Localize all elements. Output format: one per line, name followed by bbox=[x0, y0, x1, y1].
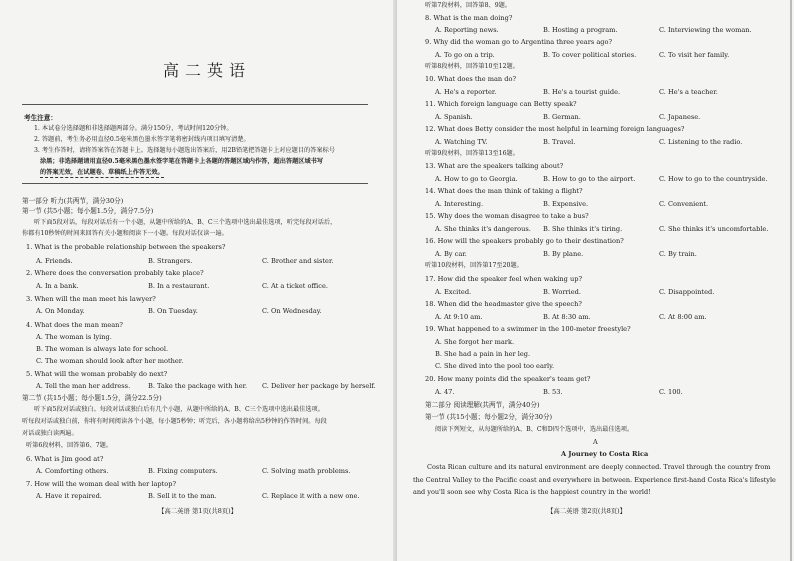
option-c: C. To visit her family. bbox=[659, 51, 730, 59]
option-b: B. At 8:30 am. bbox=[543, 313, 591, 321]
option-a: A. In a bank. bbox=[36, 282, 79, 290]
option-a: A. Reporting news. bbox=[435, 26, 499, 34]
option-a: A. To go on a trip. bbox=[435, 51, 495, 59]
option-b: B. Worried. bbox=[543, 288, 581, 296]
page-edge bbox=[790, 0, 792, 561]
option-b: B. In a restaurant. bbox=[148, 282, 210, 290]
option-c: C. On Wednesday. bbox=[262, 307, 322, 315]
option-b: B. The woman is always late for school. bbox=[36, 345, 169, 353]
question-stem: 13. What are the speakers talking about? bbox=[425, 162, 564, 170]
option-b: B. Expensive. bbox=[543, 200, 589, 208]
divider bbox=[22, 183, 368, 184]
option-c: C. Replace it with a new one. bbox=[262, 492, 360, 500]
option-c: C. How to go to the countryside. bbox=[659, 175, 768, 183]
divider bbox=[22, 104, 368, 105]
option-c: C. Brother and sister. bbox=[262, 257, 334, 265]
option-a: A. Excited. bbox=[435, 288, 472, 296]
page-footer: 【高二英语 第2页(共8页)】 bbox=[547, 507, 627, 515]
notice-heading: 考生注意： bbox=[24, 114, 57, 122]
question-stem: 18. When did the headmaster give the speech? bbox=[425, 300, 582, 308]
option-b: B. Sell it to the man. bbox=[148, 492, 217, 500]
option-c: C. At a ticket office. bbox=[262, 282, 328, 290]
option-b: B. Hosting a program. bbox=[543, 26, 618, 34]
question-stem: 3. When will the man meet his lawyer? bbox=[26, 295, 156, 303]
option-c: C. 100. bbox=[659, 388, 683, 396]
option-b: B. On Tuesday. bbox=[148, 307, 198, 315]
option-b: B. She had a pain in her leg. bbox=[435, 350, 531, 358]
question-stem: 4. What does the man mean? bbox=[26, 321, 123, 329]
section-heading: 第二节 (共15小题；每小题1.5分，满分22.5分) bbox=[22, 394, 162, 402]
question-stem: 16. How will the speakers probably go to their destination? bbox=[425, 237, 624, 245]
passage-title: A Journey to Costa Rica bbox=[561, 450, 649, 458]
option-a: A. Comforting others. bbox=[36, 467, 109, 475]
instructions: 对话或独白读两遍。 bbox=[22, 430, 78, 437]
option-a: A. Watching TV. bbox=[435, 138, 488, 146]
option-a: A. How to go to Georgia. bbox=[435, 175, 518, 183]
question-stem: 8. What is the man doing? bbox=[425, 14, 513, 22]
option-b: B. To cover political stories. bbox=[543, 51, 637, 59]
passage-letter: A bbox=[593, 438, 598, 446]
option-c: C. She thinks it's uncomfortable. bbox=[659, 225, 769, 233]
option-a: A. She forgot her mark. bbox=[435, 338, 515, 346]
option-b: B. By plane. bbox=[543, 250, 584, 258]
instructions: 你都有10秒钟的时间来回答有关小题和阅读下一小题。每段对话仅读一遍。 bbox=[22, 230, 228, 237]
option-b: B. Fixing computers. bbox=[148, 467, 218, 475]
question-stem: 2. Where does the conversation probably take place? bbox=[26, 269, 204, 277]
question-stem: 20. How many points did the speaker's team get? bbox=[425, 375, 591, 383]
instructions: 阅读下列短文，从每题所给的A、B、C和D四个选项中，选出最佳选项。 bbox=[435, 426, 634, 433]
material-label: 听第8段材料，回答第10至12题。 bbox=[425, 63, 519, 70]
question-stem: 15. Why does the woman disagree to take a bus? bbox=[425, 212, 589, 220]
section-heading: 第一节 (共15小题；每小题2分，满分30分) bbox=[425, 413, 553, 421]
option-b: B. 53. bbox=[543, 388, 563, 396]
question-stem: 7. How will the woman deal with her laptop? bbox=[26, 480, 176, 488]
option-c: C. By train. bbox=[659, 250, 697, 258]
option-b: B. Strangers. bbox=[148, 257, 193, 265]
option-a: A. On Monday. bbox=[36, 307, 85, 315]
option-c: C. Disappointed. bbox=[659, 288, 715, 296]
option-c: C. Interviewing the woman. bbox=[659, 26, 752, 34]
instructions: 听下面5段对话，每段对话后有一个小题，从题中所给的A、B、C三个选项中选出最佳选项，听完每段对话后， bbox=[34, 219, 337, 226]
question-stem: 6. What is Jim good at? bbox=[26, 455, 104, 463]
question-stem: 5. What will the woman probably do next? bbox=[26, 370, 168, 378]
option-b: B. Take the package with her. bbox=[148, 382, 248, 390]
option-c: C. Deliver her package by herself. bbox=[262, 382, 376, 390]
section-heading: 第一节 (共5小题；每小题1.5分，满分7.5分) bbox=[22, 207, 154, 215]
option-a: A. At 9:10 am. bbox=[435, 313, 483, 321]
option-b: B. German. bbox=[543, 113, 581, 121]
option-a: A. Interesting. bbox=[435, 200, 484, 208]
option-b: B. He's a tourist guide. bbox=[543, 88, 621, 96]
option-c: C. Solving math problems. bbox=[262, 467, 351, 475]
exam-title: 高二英语 bbox=[163, 61, 252, 80]
question-stem: 17. How did the speaker feel when waking up? bbox=[425, 275, 582, 283]
page-footer: 【高二英语 第1页(共8页)】 bbox=[158, 507, 238, 515]
instructions: 听每段对话或独白前，你将有时间阅读各个小题，每小题5秒钟；听完后，各小题将给出5秒钟的作答时间。每段 bbox=[22, 418, 327, 425]
option-b: B. Travel. bbox=[543, 138, 576, 146]
material-label: 听第10段材料，回答第17至20题。 bbox=[425, 262, 523, 269]
option-c: C. The woman should look after her mother. bbox=[36, 357, 184, 365]
material-label: 听第9段材料，回答第13至16题。 bbox=[425, 150, 519, 157]
question-stem: 1. What is the probable relationship between the speakers? bbox=[26, 243, 226, 251]
option-a: A. The woman is lying. bbox=[36, 333, 112, 341]
option-a: A. Spanish. bbox=[435, 113, 473, 121]
option-c: C. Convenient. bbox=[659, 200, 709, 208]
passage-text: Costa Rican culture and its natural environment are deeply connected. Travel through the country from the Central Valley to the Pacific coast and everywhere in between. Experience first-hand Costa Rica's lifestyle and you'll soon see why Costa Rica is the happiest country in the world! bbox=[413, 463, 776, 496]
question-stem: 9. Why did the woman go to Argentina three years ago? bbox=[425, 38, 613, 46]
option-a: A. By car. bbox=[435, 250, 467, 258]
question-stem: 12. What does Betty consider the most helpful in learning foreign languages? bbox=[425, 125, 685, 133]
notice-line: 3. 考生作答时，请将答案答在答题卡上。选择题每小题选出答案后，用2B铅笔把答题卡上对应题目的答案标号 bbox=[34, 147, 335, 154]
option-c: C. At 8:00 am. bbox=[659, 313, 707, 321]
notice-line: 的答案无效，在试题卷、草稿纸上作答无效。 bbox=[40, 169, 164, 176]
notice-line: 2. 答题前，考生务必用直径0.5毫米黑色墨水签字笔将密封线内项目填写清楚。 bbox=[34, 136, 250, 143]
notice-line: 1. 本试卷分选择题和非选择题两部分。满分150分，考试时间120分钟。 bbox=[34, 125, 233, 132]
option-a: A. Have it repaired. bbox=[36, 492, 102, 500]
notice-line: 涂黑；非选择题请用直径0.5毫米黑色墨水签字笔在答题卡上各题的答题区域内作答，超出答题区域书写 bbox=[40, 158, 324, 165]
option-c: C. Listening to the radio. bbox=[659, 138, 743, 146]
option-a: A. Friends. bbox=[36, 257, 73, 265]
option-c: C. He's a teacher. bbox=[659, 88, 718, 96]
option-c: C. Japanese. bbox=[659, 113, 701, 121]
instructions: 听下面5段对话或独白。每段对话或独白后有几个小题，从题中所给的A、B、C三个选项中选出最佳选项。 bbox=[34, 406, 324, 413]
question-stem: 11. Which foreign language can Betty speak? bbox=[425, 100, 577, 108]
part2-heading: 第二部分 阅读理解(共两节，满分40分) bbox=[425, 401, 540, 409]
option-a: A. Tell the man her address. bbox=[36, 382, 131, 390]
option-a: A. She thinks it's dangerous. bbox=[435, 225, 531, 233]
question-stem: 10. What does the man do? bbox=[425, 75, 517, 83]
page-right bbox=[397, 0, 794, 561]
option-b: B. How to go to the airport. bbox=[543, 175, 636, 183]
material-label: 听第7段材料，回答第8、9题。 bbox=[425, 2, 512, 9]
option-c: C. She dived into the pool too early. bbox=[435, 362, 555, 370]
option-b: B. She thinks it's tiring. bbox=[543, 225, 623, 233]
question-stem: 14. What does the man think of taking a flight? bbox=[425, 187, 583, 195]
material-label: 听第6段材料，回答第6、7题。 bbox=[26, 442, 113, 449]
part1-heading: 第一部分 听力(共两节，满分30分) bbox=[22, 197, 124, 205]
option-a: A. 47. bbox=[435, 388, 455, 396]
option-a: A. He's a reporter. bbox=[435, 88, 497, 96]
question-stem: 19. What happened to a swimmer in the 100-meter freestyle? bbox=[425, 325, 631, 333]
